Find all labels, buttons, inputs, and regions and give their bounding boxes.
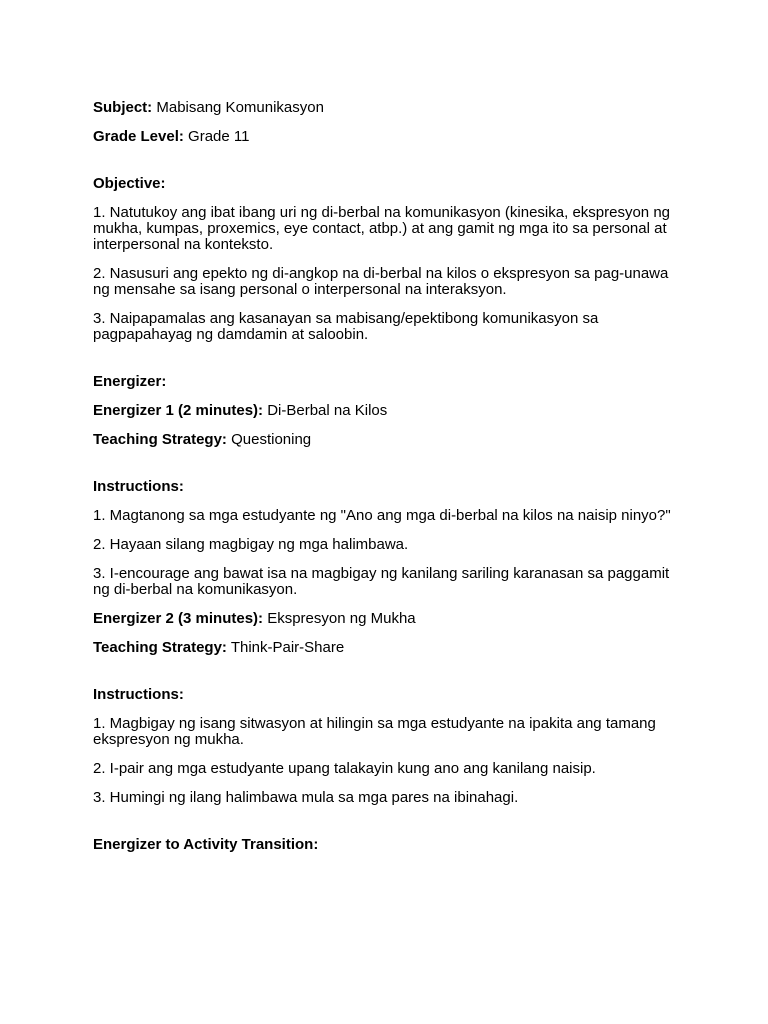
teaching-strategy-1-label: Teaching Strategy: [93, 431, 227, 448]
instruction-2-item-1: 1. Magbigay ng isang sitwasyon at hilingin sa mga estudyante na ipakita ang tamang ekspresyon ng mukha. [93, 715, 656, 748]
objective-item-2: 2. Nasusuri ang epekto ng di-angkop na di-berbal na kilos o ekspresyon sa pag-unawa ng mensahe sa isang personal o interpersonal na interaksyon. [93, 265, 669, 298]
subject-label: Subject: [93, 99, 153, 116]
teaching-strategy-1-line [93, 432, 688, 448]
energizer-1-label: Energizer 1 (2 minutes): [93, 402, 264, 419]
objective-item-3: 3. Naipapamalas ang kasanayan sa mabisang/epektibong komunikasyon sa pagpapahayag ng damdamin at saloobin. [93, 310, 599, 343]
instructions-2-heading [93, 687, 688, 703]
energizer-1-line [93, 403, 688, 419]
transition-heading [93, 837, 688, 853]
energizer-heading [93, 374, 688, 390]
instructions-1-heading [93, 479, 688, 495]
grade-level-value: Grade 11 [183, 128, 250, 145]
subject-line [93, 100, 688, 116]
grade-level-label: Grade Level: [93, 128, 184, 145]
energizer-1-value: Di-Berbal na Kilos [263, 402, 388, 419]
instruction-1-item-1: 1. Magtanong sa mga estudyante ng "Ano ang mga di-berbal na kilos na naisip ninyo?" [93, 507, 671, 524]
instructions-1-heading-text: Instructions: [93, 478, 184, 495]
energizer-heading-text: Energizer: [93, 373, 167, 390]
energizer-2-line [93, 611, 688, 627]
energizer-2-label: Energizer 2 (3 minutes): [93, 610, 264, 627]
teaching-strategy-2-label: Teaching Strategy: [93, 639, 227, 656]
instruction-2-item-2: 2. I-pair ang mga estudyante upang talakayin kung ano ang kanilang naisip. [93, 760, 596, 777]
teaching-strategy-2-value: Think-Pair-Share [226, 639, 345, 656]
grade-level-line [93, 129, 688, 145]
energizer-2-value: Ekspresyon ng Mukha [263, 610, 416, 627]
instruction-1-item-2: 2. Hayaan silang magbigay ng mga halimbawa. [93, 536, 409, 553]
subject-value: Mabisang Komunikasyon [152, 99, 324, 116]
instruction-1-item-3: 3. I-encourage ang bawat isa na magbigay ng kanilang sariling karanasan sa paggamit ng di-berbal na komunikasyon. [93, 565, 670, 598]
objective-item-1: 1. Natutukoy ang ibat ibang uri ng di-berbal na komunikasyon (kinesika, ekspresyon ng mukha, kumpas, proxemics, eye contact, atbp.) at ang gamit ng mga ito sa personal at interpersonal na konteksto. [93, 204, 671, 253]
objective-heading [93, 176, 688, 192]
teaching-strategy-2-line [93, 640, 688, 656]
instruction-2-item-3: 3. Humingi ng ilang halimbawa mula sa mga pares na ibinahagi. [93, 789, 519, 806]
transition-heading-text: Energizer to Activity Transition: [93, 836, 319, 853]
objective-heading-text: Objective: [93, 175, 166, 192]
teaching-strategy-1-value: Questioning [226, 431, 312, 448]
instructions-2-heading-text: Instructions: [93, 686, 184, 703]
